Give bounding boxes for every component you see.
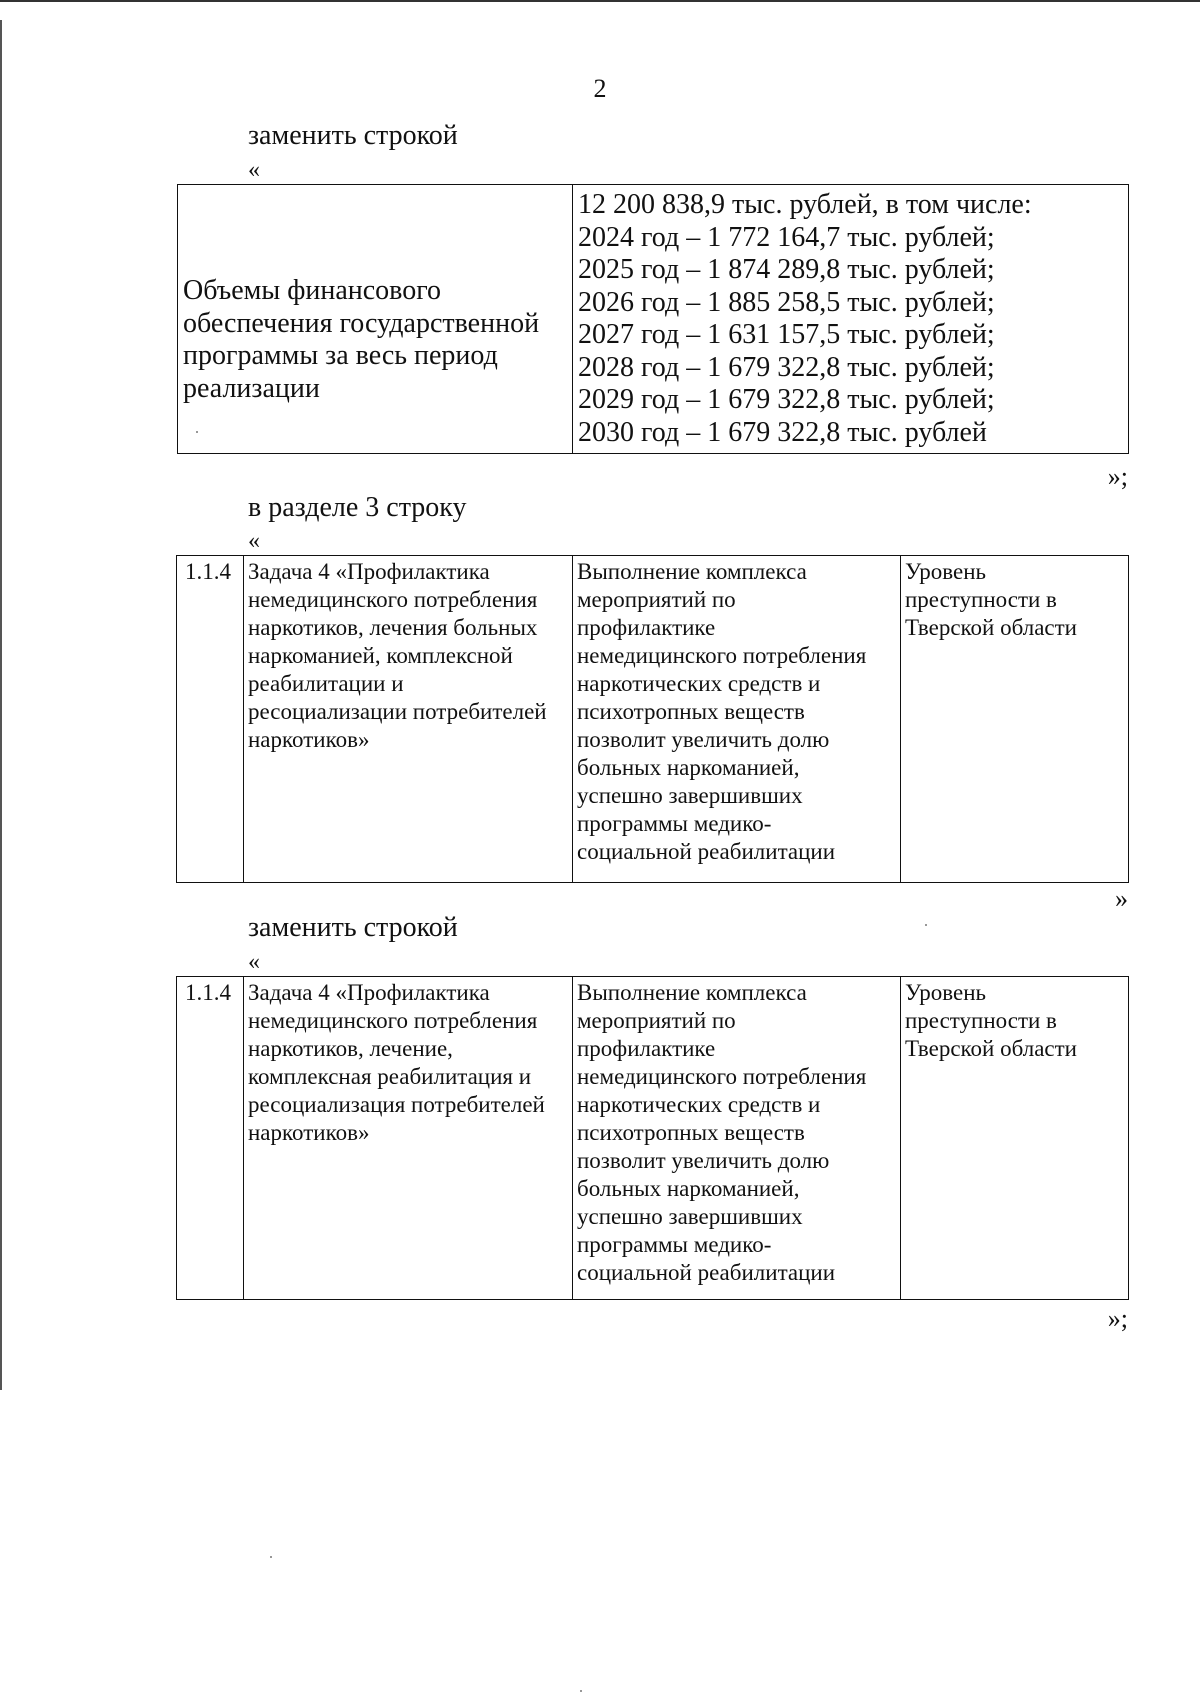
financing-table <box>177 184 1129 454</box>
indicator-line: Уровень <box>905 559 986 584</box>
scan-speck <box>270 1556 272 1558</box>
result-line: Выполнение комплекса <box>577 559 807 584</box>
financing-year: 2027 год – 1 631 157,5 тыс. рублей; <box>578 319 995 350</box>
result-line: профилактике <box>577 615 716 640</box>
financing-year: 2030 год – 1 679 322,8 тыс. рублей <box>578 416 987 448</box>
result-line: психотропных веществ <box>577 1120 805 1145</box>
financing-year: 2028 год – 1 679 322,8 тыс. рублей; <box>578 351 995 383</box>
task-name-cell <box>244 556 573 883</box>
financing-year: 2025 год – 1 874 289,8 тыс. рублей; <box>578 254 995 285</box>
indicator-line: Уровень <box>905 980 986 1005</box>
task-line: ресоциализация потребителей <box>248 1092 545 1117</box>
task-line: наркотиков, лечения больных <box>248 615 538 640</box>
section1-intro: заменить строкой <box>248 120 458 151</box>
section2-open-quote: « <box>248 528 260 554</box>
financing-values-cell <box>573 185 1129 454</box>
section3-open-quote: « <box>248 949 260 975</box>
result-line: социальной реабилитации <box>577 1260 836 1285</box>
task-line: Задача 4 «Профилактика <box>248 980 490 1005</box>
scan-speck <box>925 924 927 926</box>
result-line: позволит увеличить долю <box>577 727 830 752</box>
financing-label-line: реализации <box>183 372 320 404</box>
financing-label-line: обеспечения государственной <box>183 307 540 339</box>
result-line: профилактике <box>577 1036 716 1061</box>
result-line: программы медико- <box>577 811 772 836</box>
result-line: больных наркоманией, <box>577 755 800 780</box>
scan-speck <box>580 1690 582 1692</box>
result-line: социальной реабилитации <box>577 839 836 864</box>
indicator-line: преступности в <box>905 587 1057 612</box>
financing-year: 2026 год – 1 885 258,5 тыс. рублей; <box>578 286 995 318</box>
result-line: наркотических средств и <box>577 1092 821 1117</box>
indicator-line: Тверской области <box>905 615 1077 640</box>
task-name-cell <box>244 977 573 1300</box>
indicator-line: Тверской области <box>905 1036 1077 1061</box>
section3-intro: заменить строкой <box>248 912 458 943</box>
scan-speck <box>196 431 198 433</box>
section1-close-quote: »; <box>1107 462 1128 491</box>
task-table-new <box>176 976 1129 1300</box>
table-row <box>177 556 1129 883</box>
financing-year: 2029 год – 1 679 322,8 тыс. рублей; <box>578 384 995 415</box>
task-table-old <box>176 555 1129 883</box>
table-row <box>177 977 1129 1300</box>
financing-year: 2024 год – 1 772 164,7 тыс. рублей; <box>578 221 995 253</box>
result-line: больных наркоманией, <box>577 1176 800 1201</box>
result-line: Выполнение комплекса <box>577 980 807 1005</box>
result-line: позволит увеличить долю <box>577 1148 830 1173</box>
section3-close-quote: »; <box>1107 1304 1128 1333</box>
result-line: немедицинского потребления <box>577 643 867 668</box>
scan-edge-left <box>0 20 2 1390</box>
financing-total: 12 200 838,9 тыс. рублей, в том числе: <box>578 189 1032 220</box>
task-line: ресоциализации потребителей <box>248 699 547 724</box>
task-number-cell: 1.1.4 <box>177 556 244 883</box>
task-line: наркотиков» <box>248 727 370 752</box>
result-line: успешно завершивших <box>577 783 803 808</box>
financing-label-line: Объемы финансового <box>183 275 441 306</box>
financing-label-cell <box>178 185 573 454</box>
section2-close-quote: » <box>1115 884 1128 913</box>
section2-intro: в разделе 3 строку <box>248 492 467 523</box>
result-line: психотропных веществ <box>577 699 805 724</box>
task-line: Задача 4 «Профилактика <box>248 559 490 584</box>
page-number: 2 <box>593 74 607 103</box>
scan-edge-top <box>0 0 1200 2</box>
task-line: наркоманией, комплексной <box>248 643 513 668</box>
task-line: немедицинского потребления <box>248 1008 538 1033</box>
task-line: реабилитации и <box>248 671 404 696</box>
result-line: немедицинского потребления <box>577 1064 867 1089</box>
section1-open-quote: « <box>248 157 260 183</box>
table-row <box>178 185 1129 454</box>
result-line: программы медико- <box>577 1232 772 1257</box>
result-line: наркотических средств и <box>577 671 821 696</box>
task-number-cell: 1.1.4 <box>177 977 244 1300</box>
indicator-line: преступности в <box>905 1008 1057 1033</box>
task-result-cell <box>573 556 901 883</box>
task-result-cell <box>573 977 901 1300</box>
task-line: наркотиков» <box>248 1120 370 1145</box>
task-indicator-cell <box>901 977 1129 1300</box>
result-line: мероприятий по <box>577 1008 736 1033</box>
task-indicator-cell <box>901 556 1129 883</box>
result-line: мероприятий по <box>577 587 736 612</box>
task-line: комплексная реабилитация и <box>248 1064 532 1089</box>
task-line: немедицинского потребления <box>248 587 538 612</box>
task-line: наркотиков, лечение, <box>248 1036 453 1061</box>
result-line: успешно завершивших <box>577 1204 803 1229</box>
financing-label-line: программы за весь период <box>183 340 498 371</box>
